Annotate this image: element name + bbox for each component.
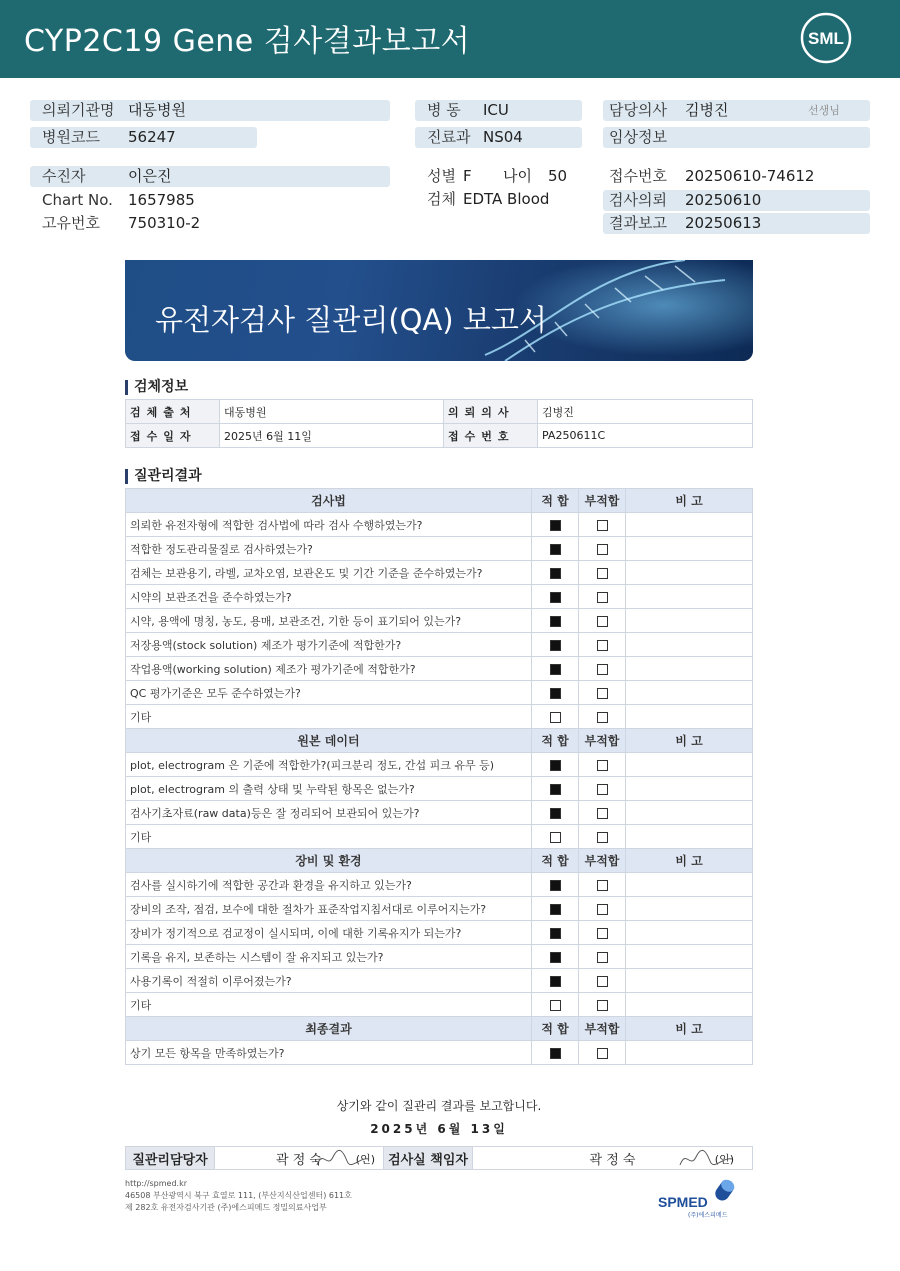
- qa-fail-checkbox-cell: [579, 633, 626, 657]
- footer-address: 46508 부산광역시 북구 효열로 111, (부산지식산업센터) 611호: [125, 1191, 352, 1200]
- uid-value: 750310-2: [128, 214, 201, 232]
- qa-note: [626, 633, 753, 657]
- qa-pass-checkbox[interactable]: [550, 688, 561, 699]
- qa-fail-checkbox-cell: [579, 585, 626, 609]
- qa-pass-checkbox-cell: [532, 657, 579, 681]
- qa-note: [626, 873, 753, 897]
- qa-question: 기타: [126, 825, 532, 849]
- clinical-label: 임상정보: [609, 128, 667, 146]
- banner-title: 유전자검사 질관리(QA) 보고서: [155, 303, 547, 337]
- qa-col-pass: 적 합: [532, 729, 579, 753]
- sex-age-row: [415, 166, 595, 187]
- qa-fail-checkbox-cell: [579, 681, 626, 705]
- report-label: 결과보고: [609, 214, 667, 232]
- signature-table: [125, 1146, 753, 1170]
- request-label: 검사의뢰: [609, 191, 667, 209]
- qa-fail-checkbox[interactable]: [597, 592, 608, 603]
- qa-pass-checkbox[interactable]: [550, 976, 561, 987]
- spmed-brand: SPMED: [658, 1194, 708, 1210]
- qa-row: [126, 777, 753, 801]
- qa-pass-checkbox[interactable]: [550, 784, 561, 795]
- qa-note: [626, 801, 753, 825]
- request-row: [603, 190, 870, 211]
- receipt-row: [603, 166, 870, 187]
- date-value: 2025년 6월 11일: [220, 424, 444, 448]
- qa-row: [126, 801, 753, 825]
- qa-note: [626, 609, 753, 633]
- qa-note: [626, 753, 753, 777]
- qa-fail-checkbox-cell: [579, 753, 626, 777]
- ward-row: [415, 100, 582, 121]
- qa-pass-checkbox[interactable]: [550, 808, 561, 819]
- qa-fail-checkbox-cell: [579, 825, 626, 849]
- qa-row: [126, 513, 753, 537]
- qa-group-title: 최종결과: [126, 1017, 532, 1041]
- number-label: 접수번호: [444, 424, 538, 448]
- qa-row: [126, 585, 753, 609]
- sml-logo-icon: [800, 12, 852, 64]
- qa-pass-checkbox[interactable]: [550, 760, 561, 771]
- qa-pass-checkbox-cell: [532, 705, 579, 729]
- report-header: [0, 0, 900, 78]
- footer-license: 제 282호 유전자검사기관 (주)에스피메드 정밀의료사업부: [125, 1203, 327, 1212]
- qa-group-title: 장비 및 환경: [126, 849, 532, 873]
- qa-row: [126, 561, 753, 585]
- qa-note: [626, 945, 753, 969]
- report-title: CYP2C19 Gene 검사결과보고서: [24, 24, 471, 59]
- qa-pass-checkbox[interactable]: [550, 928, 561, 939]
- qa-fail-checkbox-cell: [579, 969, 626, 993]
- qa-row: [126, 633, 753, 657]
- qa-note: [626, 825, 753, 849]
- qa-fail-checkbox[interactable]: [597, 544, 608, 555]
- qa-group-title: 원본 데이터: [126, 729, 532, 753]
- spmed-brand-sub: (주)에스피메드: [688, 1212, 728, 1219]
- date-label: 접수일자: [126, 424, 220, 448]
- qa-pass-checkbox-cell: [532, 753, 579, 777]
- qa-fail-checkbox[interactable]: [597, 616, 608, 627]
- qa-group-header: [126, 729, 753, 753]
- qa-pass-checkbox-cell: [532, 513, 579, 537]
- dept-label: 진료과: [427, 128, 471, 146]
- qa-pass-checkbox[interactable]: [550, 544, 561, 555]
- age-label: 나이: [503, 167, 532, 185]
- qa-fail-checkbox-cell: [579, 873, 626, 897]
- qa-pass-checkbox[interactable]: [550, 616, 561, 627]
- qa-row: [126, 681, 753, 705]
- qa-pass-checkbox-cell: [532, 777, 579, 801]
- qa-note: [626, 561, 753, 585]
- qa-note: [626, 993, 753, 1017]
- qa-row: [126, 873, 753, 897]
- qa-pass-checkbox-cell: [532, 609, 579, 633]
- qa-banner: [125, 260, 753, 361]
- qa-row: [126, 537, 753, 561]
- qa-question: 기타: [126, 993, 532, 1017]
- uid-label: 고유번호: [42, 214, 100, 232]
- qa-col-pass: 적 합: [532, 489, 579, 513]
- chart-value: 1657985: [128, 191, 195, 209]
- qa-pass-checkbox-cell: [532, 897, 579, 921]
- doctor-suffix: 선생님: [808, 104, 840, 117]
- qa-fail-checkbox[interactable]: [597, 928, 608, 939]
- qa-pass-checkbox-cell: [532, 825, 579, 849]
- qa-question: 상기 모든 항목을 만족하였는가?: [126, 1041, 532, 1065]
- qa-note: [626, 657, 753, 681]
- qa-fail-checkbox[interactable]: [597, 712, 608, 723]
- qa-fail-checkbox[interactable]: [597, 808, 608, 819]
- qa-note: [626, 777, 753, 801]
- qa-pass-checkbox-cell: [532, 633, 579, 657]
- qa-row: [126, 921, 753, 945]
- code-row: [30, 127, 257, 148]
- uid-row: [30, 213, 390, 234]
- qa-col-fail: 부적합: [579, 1017, 626, 1041]
- specimen-row: [415, 189, 595, 210]
- qa-fail-checkbox[interactable]: [597, 904, 608, 915]
- receipt-label: 접수번호: [609, 167, 667, 185]
- qa-row: [126, 825, 753, 849]
- receipt-value: 20250610-74612: [685, 167, 815, 185]
- qa-pass-checkbox[interactable]: [550, 664, 561, 675]
- qa-fail-checkbox[interactable]: [597, 760, 608, 771]
- qa-pass-checkbox[interactable]: [550, 640, 561, 651]
- qa-fail-checkbox[interactable]: [597, 664, 608, 675]
- qa-question: QC 평가기준은 모두 준수하였는가?: [126, 681, 532, 705]
- qa-group-header: [126, 489, 753, 513]
- qa-question: plot, electrogram 의 출력 상태 및 누락된 항목은 없는가?: [126, 777, 532, 801]
- qa-row: [126, 969, 753, 993]
- qa-fail-checkbox-cell: [579, 561, 626, 585]
- requester-value: 김병진: [538, 400, 753, 424]
- code-value: 56247: [128, 128, 176, 146]
- qa-fail-checkbox-cell: [579, 657, 626, 681]
- spmed-logo: [658, 1176, 748, 1219]
- lab-director-seal: (인): [714, 1153, 734, 1166]
- qa-question: 시약의 보관조건을 준수하였는가?: [126, 585, 532, 609]
- specimen-label: 검체: [427, 190, 456, 208]
- lab-director-cell: [473, 1147, 753, 1170]
- qa-row: [126, 897, 753, 921]
- qa-row: [126, 705, 753, 729]
- qa-question: 검사기초자료(raw data)등은 잘 정리되어 보관되어 있는가?: [126, 801, 532, 825]
- qa-pass-checkbox-cell: [532, 873, 579, 897]
- doctor-value: 김병진: [685, 101, 729, 119]
- qa-pass-checkbox-cell: [532, 801, 579, 825]
- qa-pass-checkbox-cell: [532, 561, 579, 585]
- qa-row: [126, 993, 753, 1017]
- clinical-row: [603, 127, 870, 148]
- ward-label: 병 동: [427, 101, 461, 119]
- qa-fail-checkbox[interactable]: [597, 880, 608, 891]
- qa-pass-checkbox[interactable]: [550, 1048, 561, 1059]
- qa-col-note: 비 고: [626, 849, 753, 873]
- qa-fail-checkbox-cell: [579, 513, 626, 537]
- lab-director-name: 곽 정 숙: [589, 1152, 636, 1168]
- qa-fail-checkbox-cell: [579, 897, 626, 921]
- specimen-section-title: 검체정보: [125, 380, 188, 395]
- qa-note: [626, 969, 753, 993]
- qa-question: 의뢰한 유전자형에 적합한 검사법에 따라 검사 수행하였는가?: [126, 513, 532, 537]
- qa-pass-checkbox[interactable]: [550, 1000, 561, 1011]
- qa-pass-checkbox-cell: [532, 993, 579, 1017]
- qa-fail-checkbox-cell: [579, 801, 626, 825]
- qa-pass-checkbox-cell: [532, 681, 579, 705]
- dept-value: NS04: [483, 128, 523, 146]
- qa-question: plot, electrogram 은 기준에 적합한가?(피크분리 정도, 간섭 피크 유무 등): [126, 753, 532, 777]
- qa-col-pass: 적 합: [532, 1017, 579, 1041]
- qa-question: 기타: [126, 705, 532, 729]
- ward-value: ICU: [483, 101, 509, 119]
- qa-fail-checkbox[interactable]: [597, 520, 608, 531]
- qa-fail-checkbox[interactable]: [597, 640, 608, 651]
- source-value: 대동병원: [220, 400, 444, 424]
- qa-pass-checkbox[interactable]: [550, 712, 561, 723]
- org-value: 대동병원: [128, 101, 186, 119]
- qa-manager-seal: (인): [355, 1153, 375, 1166]
- name-value: 이은진: [128, 167, 172, 185]
- qa-note: [626, 537, 753, 561]
- qa-question: 시약, 용액에 명칭, 농도, 용매, 보관조건, 기한 등이 표기되어 있는가?: [126, 609, 532, 633]
- qa-note: [626, 1041, 753, 1065]
- qa-question: 적합한 정도관리물질로 검사하였는가?: [126, 537, 532, 561]
- signature-mark-icon: [313, 1147, 373, 1169]
- qa-section-title: 질관리결과: [125, 469, 202, 484]
- qa-manager-cell: [215, 1147, 384, 1170]
- qa-fail-checkbox-cell: [579, 705, 626, 729]
- qa-pass-checkbox-cell: [532, 585, 579, 609]
- qa-pass-checkbox-cell: [532, 945, 579, 969]
- source-label: 검체출처: [126, 400, 220, 424]
- qa-question: 검사를 실시하기에 적합한 공간과 환경을 유지하고 있는가?: [126, 873, 532, 897]
- qa-pass-checkbox[interactable]: [550, 952, 561, 963]
- request-value: 20250610: [685, 191, 762, 209]
- qa-note: [626, 585, 753, 609]
- qa-col-fail: 부적합: [579, 849, 626, 873]
- lab-director-label: 검사실 책임자: [384, 1147, 473, 1170]
- qa-fail-checkbox-cell: [579, 993, 626, 1017]
- qa-pass-checkbox[interactable]: [550, 904, 561, 915]
- report-row: [603, 213, 870, 234]
- qa-pass-checkbox-cell: [532, 969, 579, 993]
- signature-mark-icon: [676, 1147, 736, 1169]
- qa-col-note: 비 고: [626, 1017, 753, 1041]
- doctor-label: 담당의사: [609, 101, 667, 119]
- qa-question: 장비가 정기적으로 검교정이 실시되며, 이에 대한 기록유지가 되는가?: [126, 921, 532, 945]
- qa-row: [126, 609, 753, 633]
- footer-url[interactable]: http://spmed.kr: [125, 1179, 188, 1188]
- qa-pass-checkbox[interactable]: [550, 880, 561, 891]
- qa-col-note: 비 고: [626, 729, 753, 753]
- specimen-value: EDTA Blood: [463, 190, 550, 208]
- qa-fail-checkbox-cell: [579, 777, 626, 801]
- sex-value: F: [463, 167, 472, 185]
- org-row: [30, 100, 390, 121]
- qa-pass-checkbox[interactable]: [550, 592, 561, 603]
- age-value: 50: [548, 167, 568, 185]
- qa-pass-checkbox[interactable]: [550, 568, 561, 579]
- qa-fail-checkbox-cell: [579, 537, 626, 561]
- qa-row: [126, 657, 753, 681]
- closing-statement: 상기와 같이 질관리 결과를 보고합니다.: [336, 1099, 542, 1113]
- qa-manager-name: 곽 정 숙: [276, 1152, 322, 1168]
- qa-fail-checkbox-cell: [579, 945, 626, 969]
- report-value: 20250613: [685, 214, 762, 232]
- qa-pass-checkbox-cell: [532, 537, 579, 561]
- qa-fail-checkbox[interactable]: [597, 976, 608, 987]
- qa-question: 검체는 보관용기, 라벨, 교차오염, 보관온도 및 기간 기준을 준수하였는가?: [126, 561, 532, 585]
- qa-fail-checkbox[interactable]: [597, 688, 608, 699]
- qa-col-note: 비 고: [626, 489, 753, 513]
- qa-fail-checkbox[interactable]: [597, 832, 608, 843]
- qa-row: [126, 945, 753, 969]
- qa-fail-checkbox[interactable]: [597, 784, 608, 795]
- qa-fail-checkbox[interactable]: [597, 952, 608, 963]
- chart-row: [30, 190, 390, 211]
- qa-col-fail: 부적합: [579, 729, 626, 753]
- requester-label: 의뢰의사: [444, 400, 538, 424]
- qa-question: 작업용액(working solution) 제조가 평가기준에 적합한가?: [126, 657, 532, 681]
- qa-fail-checkbox[interactable]: [597, 568, 608, 579]
- footer: [125, 1178, 352, 1214]
- qa-group-title: 검사법: [126, 489, 532, 513]
- code-label: 병원코드: [42, 128, 100, 146]
- qa-pass-checkbox-cell: [532, 921, 579, 945]
- qa-manager-label: 질관리담당자: [126, 1147, 215, 1170]
- sex-label: 성별: [427, 167, 456, 185]
- qa-fail-checkbox-cell: [579, 609, 626, 633]
- qa-table: [125, 488, 753, 1065]
- qa-fail-checkbox-cell: [579, 921, 626, 945]
- qa-group-header: [126, 1017, 753, 1041]
- qa-note: [626, 705, 753, 729]
- qa-note: [626, 513, 753, 537]
- qa-question: 기록을 유지, 보존하는 시스템이 잘 유지되고 있는가?: [126, 945, 532, 969]
- qa-col-pass: 적 합: [532, 849, 579, 873]
- qa-row: [126, 1041, 753, 1065]
- chart-label: Chart No.: [42, 191, 113, 209]
- qa-pass-checkbox[interactable]: [550, 832, 561, 843]
- qa-col-fail: 부적합: [579, 489, 626, 513]
- sml-logo-text: SML: [808, 29, 844, 48]
- qa-group-header: [126, 849, 753, 873]
- qa-question: 저장용액(stock solution) 제조가 평가기준에 적합한가?: [126, 633, 532, 657]
- qa-note: [626, 681, 753, 705]
- qa-question: 사용기록이 적절히 이루어졌는가?: [126, 969, 532, 993]
- qa-question: 장비의 조작, 점검, 보수에 대한 절차가 표준작업지침서대로 이루어지는가?: [126, 897, 532, 921]
- doctor-row: [603, 100, 870, 121]
- name-label: 수진자: [42, 167, 86, 185]
- qa-fail-checkbox-cell: [579, 1041, 626, 1065]
- qa-fail-checkbox[interactable]: [597, 1000, 608, 1011]
- qa-pass-checkbox-cell: [532, 1041, 579, 1065]
- qa-row: [126, 753, 753, 777]
- dept-row: [415, 127, 582, 148]
- qa-note: [626, 921, 753, 945]
- org-label: 의뢰기관명: [42, 101, 115, 119]
- qa-fail-checkbox[interactable]: [597, 1048, 608, 1059]
- number-value: PA250611C: [538, 424, 753, 448]
- qa-pass-checkbox[interactable]: [550, 520, 561, 531]
- closing-date: 2025년 6월 13일: [370, 1122, 508, 1136]
- specimen-table: [125, 399, 753, 448]
- qa-note: [626, 897, 753, 921]
- name-row: [30, 166, 390, 187]
